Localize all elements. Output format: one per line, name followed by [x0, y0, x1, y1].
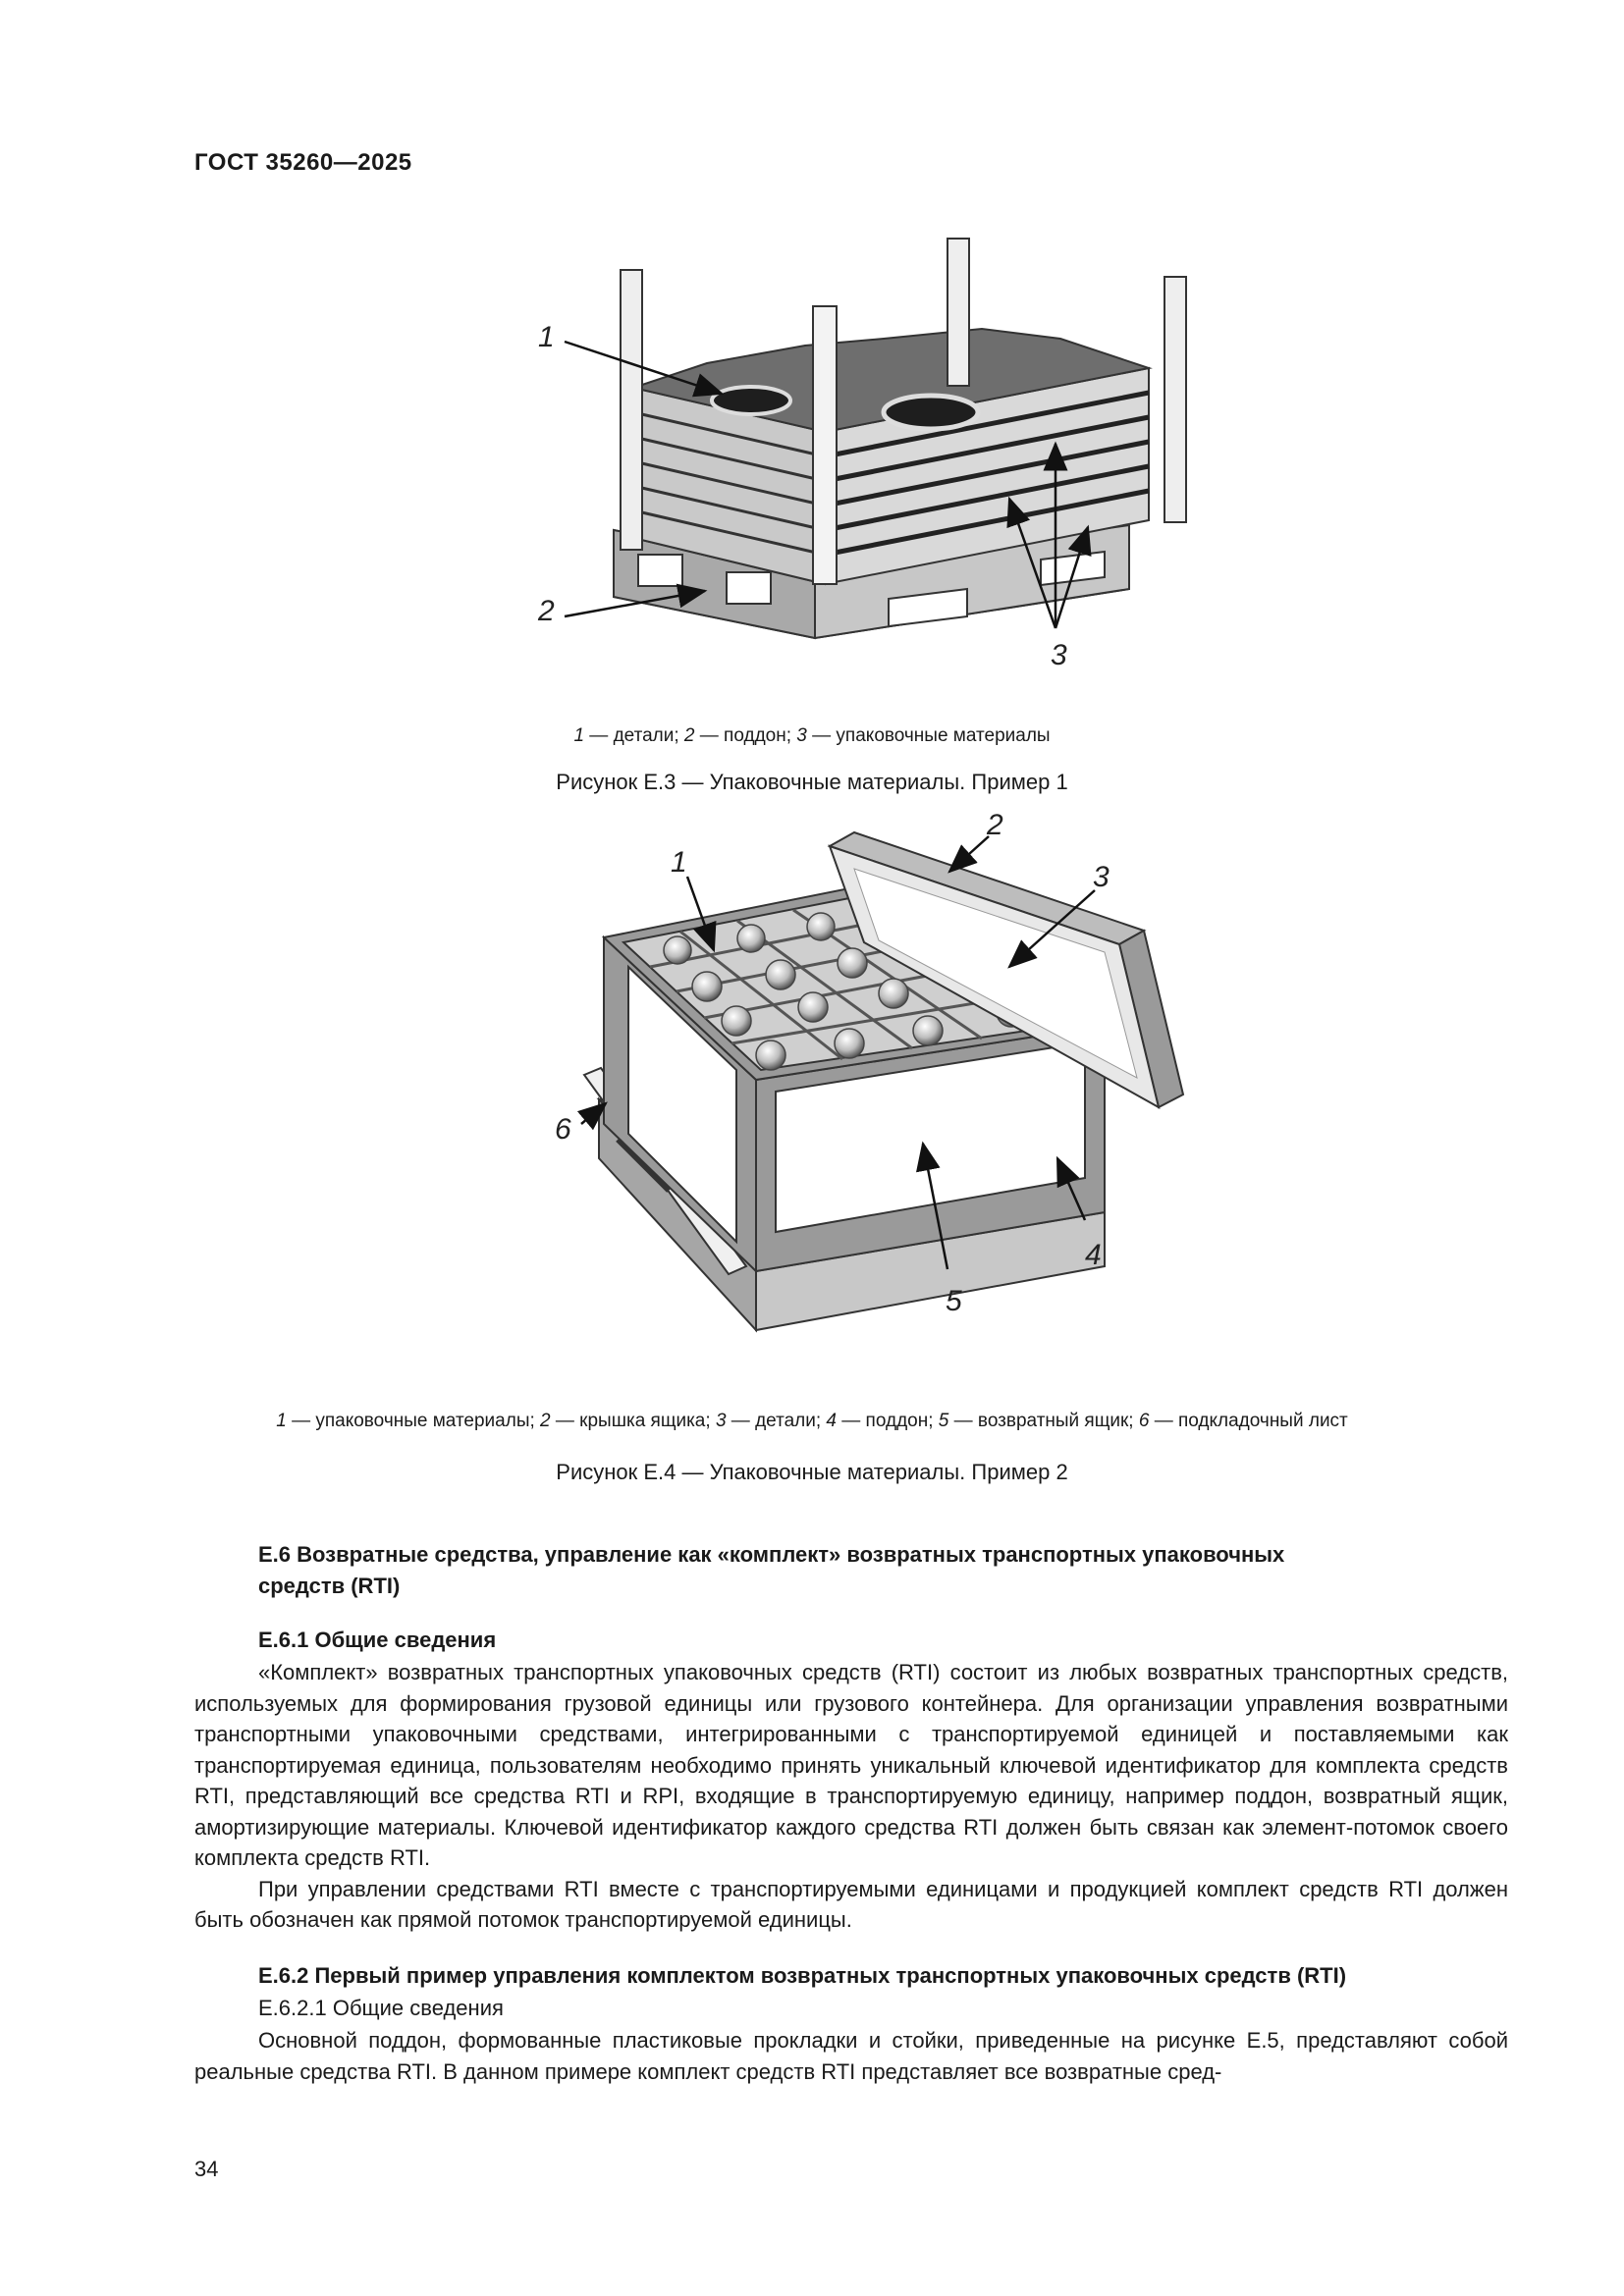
figure-e3-legend [0, 725, 1624, 747]
figure-e4-illustration [0, 805, 1624, 1335]
figure-e4 [0, 805, 1624, 1335]
paragraph: «Комплект» возвратных транспортных упаковочных средств (RTI) состоит из любых возвратных транспортных средств, используемых для формирования грузовой единицы или грузового контейнера. Для организации управления возвратными транспортными упаковочными средствами, интегрированными с транспортируемой единицей и поставляемыми как транспортируемая единица, пользователям необходимо принять уникальный ключевой идентификатор для комплекта средств RTI, представляющий все средства RTI и RPI, входящие в транспортируемую единицу, например поддон, возвратный ящик, амортизирующие материалы. Ключевой идентификатор каждого средства RTI должен быть связан как элемент-потомок своего комплекта средств RTI. [194, 1660, 1508, 1870]
legend-text: — поддон; [694, 725, 797, 746]
callout-label: 1 [538, 321, 555, 353]
legend-num: 1 [276, 1411, 287, 1431]
legend-num: 6 [1138, 1411, 1150, 1431]
section-e621-heading: Е.6.2.1 Общие сведения [258, 1996, 504, 2020]
section-e621-body [194, 2025, 1508, 2087]
section-e62-heading: Е.6.2 Первый пример управления комплектом возвратных транспортных упаковочных средств (RTI) [258, 1963, 1347, 1988]
figure-e3 [0, 226, 1624, 697]
legend-num: 2 [540, 1411, 551, 1431]
section-e6-heading-line1: Е.6 Возвратные средства, управление как «комплект» возвратных транспортных упаковочных [258, 1542, 1285, 1567]
callout-label: 4 [1085, 1239, 1102, 1271]
page-number: 34 [194, 2157, 219, 2181]
legend-num: 1 [573, 725, 585, 746]
legend-text: — поддон; [837, 1411, 939, 1431]
callout-label: 3 [1051, 639, 1067, 671]
callout-label: 3 [1093, 861, 1110, 893]
document-header: ГОСТ 35260—2025 [194, 149, 412, 176]
callout-label: 6 [555, 1113, 571, 1146]
section-e6-heading-line2: средств (RTI) [258, 1574, 401, 1598]
legend-num: 4 [826, 1411, 837, 1431]
paragraph: При управлении средствами RTI вместе с транспортируемыми единицами и продукцией комплект средств RTI должен быть обозначен как прямой потомок транспортируемой единицы. [194, 1876, 1508, 1932]
legend-text: — подкладочный лист [1149, 1411, 1348, 1431]
figure-e4-legend [0, 1411, 1624, 1432]
section-e61-body [194, 1657, 1508, 1936]
callout-label: 1 [671, 846, 687, 879]
section-e61-heading: Е.6.1 Общие сведения [258, 1628, 497, 1652]
callout-label: 2 [538, 595, 555, 627]
legend-num: 3 [796, 725, 807, 746]
legend-text: — возвратный ящик; [948, 1411, 1139, 1431]
figure-e3-illustration [0, 226, 1624, 697]
legend-num: 3 [715, 1411, 727, 1431]
callout-label: 5 [946, 1285, 962, 1317]
paragraph: Основной поддон, формованные пластиковые прокладки и стойки, приведенные на рисунке Е.5, представляют собой реальные средства RTI. В данном примере комплект средств RTI представляет все возвратные сред- [194, 2028, 1508, 2084]
legend-text: — детали; [726, 1411, 827, 1431]
callout-label: 2 [987, 809, 1003, 841]
figure-e3-caption: Рисунок Е.3 — Упаковочные материалы. Пример 1 [556, 770, 1068, 794]
legend-num: 5 [938, 1411, 949, 1431]
figure-e4-caption: Рисунок Е.4 — Упаковочные материалы. Пример 2 [556, 1460, 1068, 1484]
legend-text: — крышка ящика; [550, 1411, 716, 1431]
legend-text: — упаковочные материалы; [286, 1411, 541, 1431]
legend-text: — упаковочные материалы [806, 725, 1051, 746]
legend-text: — детали; [584, 725, 684, 746]
section-e6-heading [258, 1539, 1495, 1602]
legend-num: 2 [683, 725, 695, 746]
